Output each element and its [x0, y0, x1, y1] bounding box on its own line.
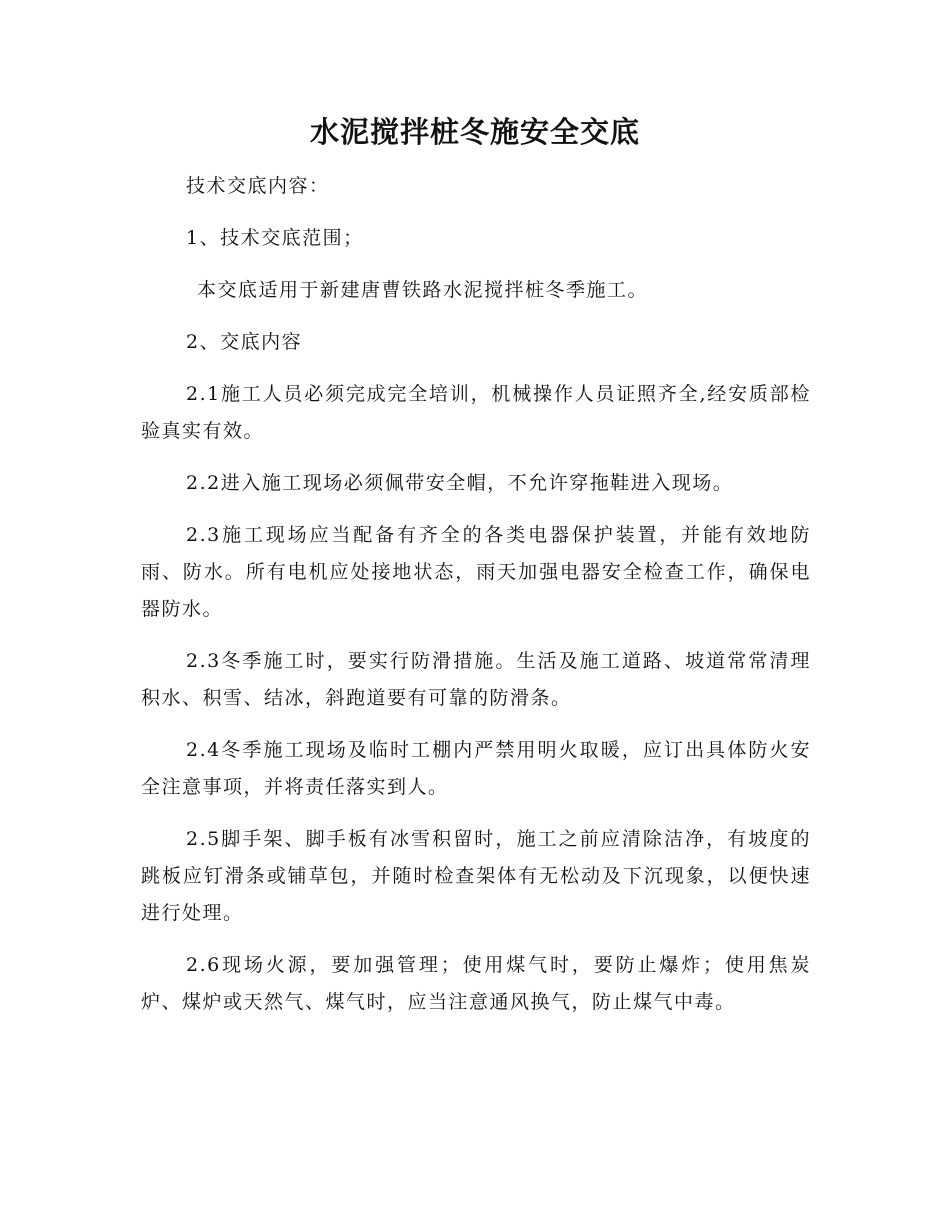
paragraph-item-2-2: 2.2进入施工现场必须佩带安全帽，不允许穿拖鞋进入现场。 — [186, 472, 734, 494]
paragraph-item-2-1: 2.1施工人员必须完成完全培训，机械操作人员证照齐全,经安质部检验真实有效。 — [141, 383, 811, 442]
paragraph-item-2-6: 2.6现场火源，要加强管理；使用煤气时，要防止爆炸；使用焦炭炉、煤炉或天然气、煤气时，应当注意通风换气，防止煤气中毒。 — [141, 954, 811, 1013]
paragraph-section-1: 1、技术交底范围； — [186, 227, 364, 249]
paragraph-item-2-3b: 2.3冬季施工时，要实行防滑措施。生活及施工道路、坡道常常清理积水、积雪、结冰，斜跑道要有可靠的防滑条。 — [141, 650, 811, 709]
paragraph-item-2-5: 2.5脚手架、脚手板有冰雪积留时，施工之前应清除洁净，有坡度的跳板应钉滑条或铺草包，并随时检查架体有无松动及下沉现象，以便快速进行处理。 — [141, 828, 811, 924]
paragraph-item-2-3a: 2.3施工现场应当配备有齐全的各类电器保护装置，并能有效地防雨、防水。所有电机应处接地状态，雨天加强电器安全检查工作，确保电器防水。 — [141, 524, 811, 620]
paragraph-section-2: 2、交底内容 — [186, 331, 303, 353]
paragraph-scope: 本交底适用于新建唐曹铁路水泥搅拌桩冬季施工。 — [197, 279, 649, 301]
document-title: 水泥搅拌桩冬施安全交底 — [309, 115, 640, 149]
paragraph-intro: 技术交底内容： — [186, 175, 330, 197]
paragraph-item-2-4: 2.4冬季施工现场及临时工棚内严禁用明火取暖，应订出具体防火安全注意事项，并将责任落实到人。 — [141, 739, 811, 798]
document-body — [141, 168, 811, 1021]
